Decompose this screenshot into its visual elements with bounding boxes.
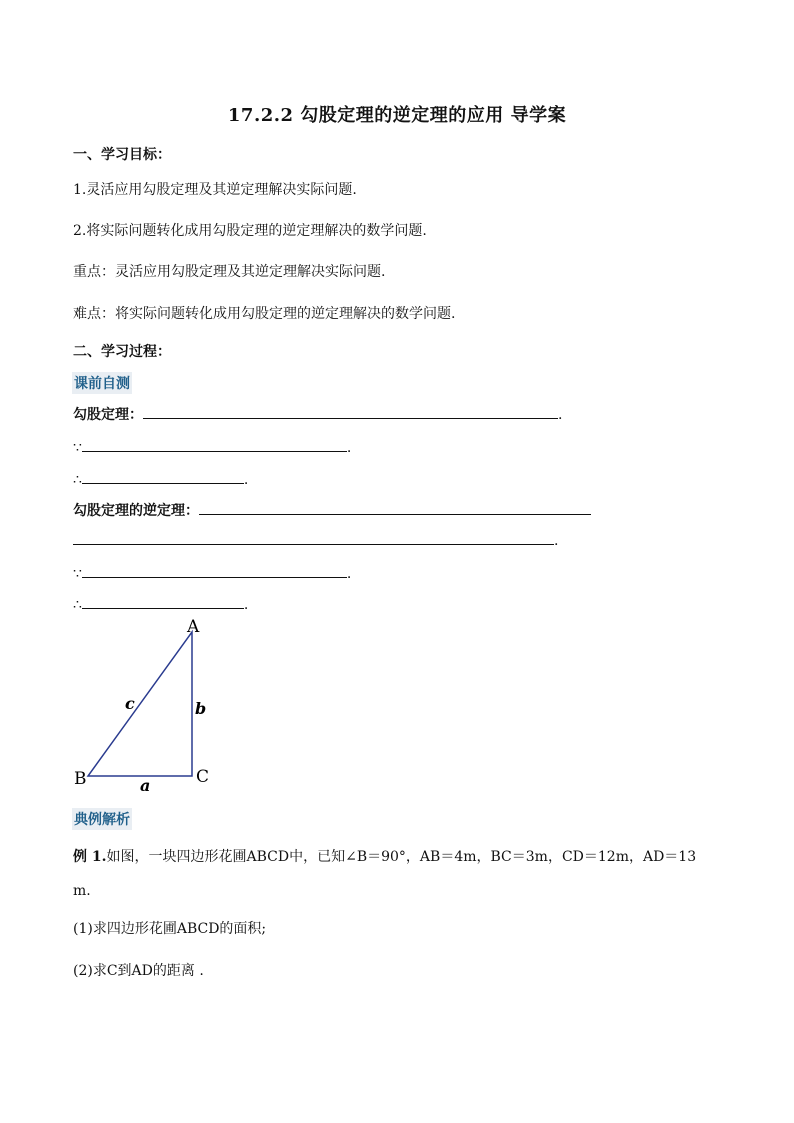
pythagorean-blank[interactable] <box>143 404 558 419</box>
example-analysis-label: 典例解析 <box>72 808 132 830</box>
pre-class-label: 课前自测 <box>72 372 132 394</box>
converse-label: 勾股定理的逆定理： <box>73 503 199 519</box>
because-blank-2[interactable] <box>82 563 347 578</box>
period: . <box>558 407 563 423</box>
period: . <box>346 440 352 456</box>
converse-row-2 <box>73 530 558 549</box>
vertex-b-label: B <box>74 769 87 789</box>
side-a-label: a <box>140 776 151 792</box>
section-heading-process: 二、学习过程： <box>73 344 171 360</box>
goal-2: 2.将实际问题转化成用勾股定理的逆定理解决的数学问题. <box>73 223 427 239</box>
key-point: 重点：灵活应用勾股定理及其逆定理解决实际问题. <box>73 264 386 280</box>
therefore-symbol: ∴ <box>73 597 82 613</box>
goal-1: 1.灵活应用勾股定理及其逆定理解决实际问题. <box>73 182 357 198</box>
page-title: 17.2.2 勾股定理的逆定理的应用 导学案 <box>227 105 567 126</box>
vertex-c-label: C <box>196 767 210 787</box>
therefore-blank-2[interactable] <box>82 594 244 609</box>
example-1 <box>73 846 696 866</box>
converse-blank-1[interactable] <box>199 500 591 515</box>
section-heading-goals: 一、学习目标： <box>73 147 171 163</box>
because-symbol: ∵ <box>73 440 82 456</box>
period: . <box>346 566 352 582</box>
therefore-row-1 <box>73 469 248 488</box>
example-1-question-1: (1)求四边形花圃ABCD的面积; <box>73 921 267 937</box>
example-1-continued: m. <box>73 883 91 899</box>
example-1-label: 例 1. <box>73 849 107 865</box>
because-blank-1[interactable] <box>82 437 347 452</box>
because-row-1 <box>73 437 351 456</box>
side-c-label: c <box>125 694 135 713</box>
period: . <box>554 533 559 549</box>
pythagorean-row <box>73 404 562 424</box>
therefore-blank-1[interactable] <box>82 469 244 484</box>
difficult-point: 难点：将实际问题转化成用勾股定理的逆定理解决的数学问题. <box>73 306 456 322</box>
because-symbol: ∵ <box>73 566 82 582</box>
example-1-text: 如图，一块四边形花圃ABCD中，已知∠B＝90°，AB＝4m，BC＝3m，CD＝12m，AD＝13 <box>106 849 697 865</box>
triangle-shape <box>88 632 192 776</box>
vertex-a-label: A <box>187 617 200 637</box>
pythagorean-label: 勾股定理： <box>73 407 143 423</box>
therefore-row-2 <box>73 594 248 613</box>
side-b-label: b <box>195 699 207 718</box>
therefore-symbol: ∴ <box>73 472 82 488</box>
period: . <box>243 597 249 613</box>
right-triangle-diagram <box>70 612 220 792</box>
because-row-2 <box>73 563 351 582</box>
converse-row <box>73 500 591 520</box>
period: . <box>243 472 249 488</box>
example-1-question-2: (2)求C到AD的距离 . <box>73 963 204 979</box>
converse-blank-2[interactable] <box>73 530 554 545</box>
